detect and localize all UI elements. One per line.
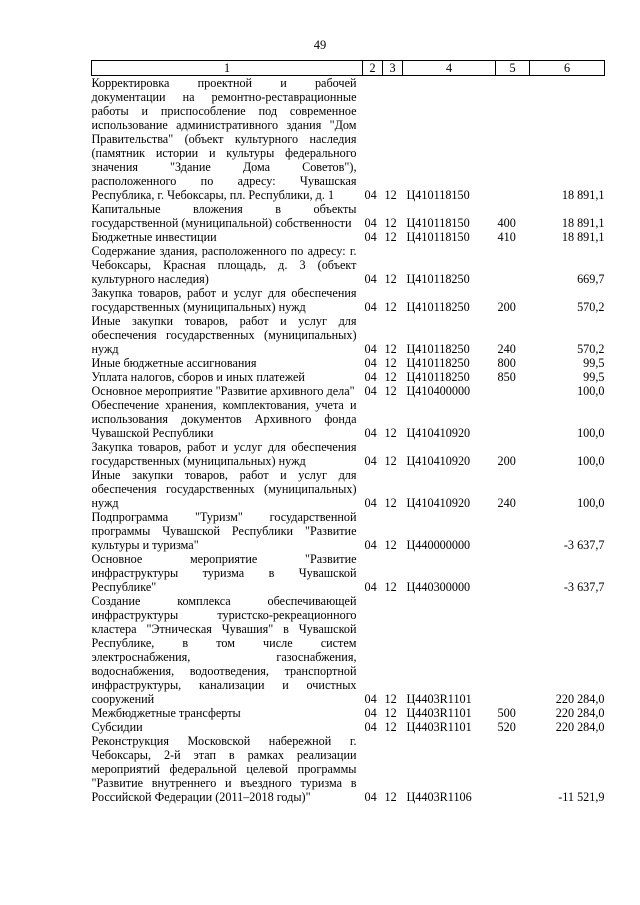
row-amount: 18 891,1 xyxy=(561,216,605,230)
row-name: Бюджетные инвестиции xyxy=(91,230,217,244)
header-col-6: 6 xyxy=(530,61,605,76)
header-col-3: 3 xyxy=(383,61,403,76)
row-amount: 100,0 xyxy=(577,454,605,468)
table-row xyxy=(92,510,605,552)
row-subsection-code: 12 xyxy=(384,790,397,804)
row-subsection-code: 12 xyxy=(384,188,397,202)
row-subsection-code: 12 xyxy=(384,706,397,720)
row-amount: -3 637,7 xyxy=(563,580,605,594)
row-section-code: 04 xyxy=(364,692,377,706)
row-subsection-code: 12 xyxy=(384,454,397,468)
row-name: Основное мероприятие "Развитие архивного дела" xyxy=(91,384,355,398)
row-target-article: Ц4403R1101 xyxy=(406,720,472,734)
row-target-article: Ц410118150 xyxy=(406,188,470,202)
row-amount: 669,7 xyxy=(577,272,605,286)
row-amount: 100,0 xyxy=(577,384,605,398)
budget-table-container xyxy=(91,60,604,804)
row-section-code: 04 xyxy=(364,370,377,384)
row-amount: 570,2 xyxy=(577,300,605,314)
table-row xyxy=(92,398,605,440)
table-row xyxy=(92,594,605,706)
table-body xyxy=(92,76,605,805)
row-subsection-code: 12 xyxy=(384,272,397,286)
row-name: Подпрограмма "Туризм" государственной программы Чувашской Республики "Развитие культуры и туризма" xyxy=(91,510,357,552)
table-row xyxy=(92,720,605,734)
table-row xyxy=(92,356,605,370)
row-target-article: Ц410118250 xyxy=(406,342,470,356)
row-expense-type xyxy=(496,384,530,398)
row-target-article: Ц4403R1101 xyxy=(406,692,472,706)
row-target-article: Ц410118250 xyxy=(406,300,470,314)
table-row xyxy=(92,314,605,356)
row-expense-type xyxy=(496,76,530,203)
row-subsection-code: 12 xyxy=(384,720,397,734)
row-subsection-code: 12 xyxy=(384,692,397,706)
row-expense-type xyxy=(496,244,530,286)
header-col-2: 2 xyxy=(363,61,383,76)
row-section-code: 04 xyxy=(364,384,377,398)
row-target-article: Ц440000000 xyxy=(406,538,471,552)
header-col-1: 1 xyxy=(92,61,363,76)
table-row xyxy=(92,552,605,594)
row-subsection-code: 12 xyxy=(384,216,397,230)
row-section-code: 04 xyxy=(364,188,377,202)
row-name: Закупка товаров, работ и услуг для обеспечения государственных (муниципальных) нужд xyxy=(91,286,357,314)
row-amount: 99,5 xyxy=(583,370,605,384)
row-expense-type: 500 xyxy=(497,706,516,720)
row-expense-type: 800 xyxy=(497,356,516,370)
row-name: Основное мероприятие "Развитие инфраструктуры туризма в Чувашской Республике" xyxy=(91,552,357,594)
header-col-5: 5 xyxy=(496,61,530,76)
row-section-code: 04 xyxy=(364,706,377,720)
row-subsection-code: 12 xyxy=(384,356,397,370)
row-section-code: 04 xyxy=(364,790,377,804)
row-amount: 18 891,1 xyxy=(561,230,605,244)
table-row xyxy=(92,230,605,244)
row-expense-type xyxy=(496,552,530,594)
row-expense-type: 400 xyxy=(497,216,516,230)
row-section-code: 04 xyxy=(364,426,377,440)
row-target-article: Ц410118250 xyxy=(406,272,470,286)
table-row xyxy=(92,370,605,384)
row-amount: 220 284,0 xyxy=(555,706,605,720)
row-target-article: Ц410410920 xyxy=(406,496,471,510)
table-row xyxy=(92,706,605,720)
row-name: Иные закупки товаров, работ и услуг для обеспечения государственных (муниципальных) нужд xyxy=(91,468,357,510)
row-section-code: 04 xyxy=(364,454,377,468)
row-amount: 18 891,1 xyxy=(561,188,605,202)
row-target-article: Ц4403R1106 xyxy=(406,790,472,804)
row-name: Капитальные вложения в объекты государственной (муниципальной) собственности xyxy=(91,202,357,230)
row-target-article: Ц410410920 xyxy=(406,454,471,468)
row-subsection-code: 12 xyxy=(384,342,397,356)
row-section-code: 04 xyxy=(364,496,377,510)
table-row xyxy=(92,244,605,286)
row-subsection-code: 12 xyxy=(384,580,397,594)
row-subsection-code: 12 xyxy=(384,538,397,552)
row-expense-type xyxy=(496,398,530,440)
row-expense-type: 520 xyxy=(497,720,516,734)
row-name: Обеспечение хранения, комплектования, учета и использования документов Архивного фонда Чувашской Республики xyxy=(91,398,357,440)
table-row xyxy=(92,76,605,203)
row-target-article: Ц410410920 xyxy=(406,426,471,440)
row-amount: -3 637,7 xyxy=(563,538,605,552)
table-row xyxy=(92,384,605,398)
table-row xyxy=(92,468,605,510)
row-subsection-code: 12 xyxy=(384,496,397,510)
page-number: 49 xyxy=(313,38,327,52)
row-section-code: 04 xyxy=(364,538,377,552)
row-amount: 220 284,0 xyxy=(555,720,605,734)
row-name: Содержание здания, расположенного по адресу: г. Чебоксары, Красная площадь, д. 3 (объект культурного наследия) xyxy=(91,244,357,286)
row-section-code: 04 xyxy=(364,300,377,314)
row-subsection-code: 12 xyxy=(384,230,397,244)
row-expense-type: 850 xyxy=(497,370,516,384)
row-target-article: Ц410118250 xyxy=(406,356,470,370)
row-expense-type xyxy=(496,510,530,552)
row-subsection-code: 12 xyxy=(384,300,397,314)
table-row xyxy=(92,286,605,314)
row-section-code: 04 xyxy=(364,216,377,230)
row-section-code: 04 xyxy=(364,230,377,244)
row-amount: 100,0 xyxy=(577,496,605,510)
row-target-article: Ц4403R1101 xyxy=(406,706,472,720)
row-subsection-code: 12 xyxy=(384,384,397,398)
row-name: Межбюджетные трансферты xyxy=(91,706,241,720)
row-name: Реконструкция Московской набережной г. Чебоксары, 2-й этап в рамках реализации мероприятий федеральной целевой программы "Развитие внутреннего и въездного туризма в Российской Федерации (2011–2018 годы)" xyxy=(91,734,357,804)
row-amount: 100,0 xyxy=(577,426,605,440)
row-target-article: Ц440300000 xyxy=(406,580,471,594)
row-name: Иные закупки товаров, работ и услуг для обеспечения государственных (муниципальных) нужд xyxy=(91,314,357,356)
row-section-code: 04 xyxy=(364,720,377,734)
row-target-article: Ц410400000 xyxy=(406,384,471,398)
row-expense-type xyxy=(496,594,530,706)
table-row xyxy=(92,202,605,230)
row-target-article: Ц410118150 xyxy=(406,216,470,230)
row-name: Закупка товаров, работ и услуг для обеспечения государственных (муниципальных) нужд xyxy=(91,440,357,468)
row-expense-type xyxy=(496,734,530,804)
row-amount: -11 521,9 xyxy=(558,790,605,804)
header-row xyxy=(92,61,605,76)
row-amount: 99,5 xyxy=(583,356,605,370)
row-section-code: 04 xyxy=(364,580,377,594)
row-expense-type: 410 xyxy=(497,230,516,244)
row-expense-type: 240 xyxy=(497,342,516,356)
row-target-article: Ц410118150 xyxy=(406,230,470,244)
table-row xyxy=(92,734,605,804)
row-section-code: 04 xyxy=(364,356,377,370)
row-subsection-code: 12 xyxy=(384,426,397,440)
budget-table xyxy=(91,60,605,804)
header-col-4: 4 xyxy=(403,61,496,76)
row-subsection-code: 12 xyxy=(384,370,397,384)
row-target-article: Ц410118250 xyxy=(406,370,470,384)
row-name: Корректировка проектной и рабочей документации на ремонтно-реставрационные работы и приспособление под современное использование административного здания "Дом Правительства" (объект культурного наследия (памятник истории и культуры федерального значения "Здание Дома Советов"), расположенного по адресу: Чувашская Республика, г. Чебоксары, пл. Республики, д. 1 xyxy=(91,76,357,202)
row-section-code: 04 xyxy=(364,272,377,286)
row-expense-type: 200 xyxy=(497,454,516,468)
table-row xyxy=(92,440,605,468)
row-amount: 220 284,0 xyxy=(555,692,605,706)
row-name: Иные бюджетные ассигнования xyxy=(91,356,257,370)
row-name: Создание комплекса обеспечивающей инфраструктуры туристско-рекреационного кластера "Этническая Чувашия" в Чувашской Республике, в том числе систем электроснабжения, газоснабжения, водоснабжения, водоотведения, транспортной инфраструктуры, канализации и очистных сооружений xyxy=(91,594,357,706)
row-name: Уплата налогов, сборов и иных платежей xyxy=(91,370,305,384)
row-section-code: 04 xyxy=(364,342,377,356)
row-expense-type: 200 xyxy=(497,300,516,314)
row-amount: 570,2 xyxy=(577,342,605,356)
row-name: Субсидии xyxy=(91,720,143,734)
row-expense-type: 240 xyxy=(497,496,516,510)
